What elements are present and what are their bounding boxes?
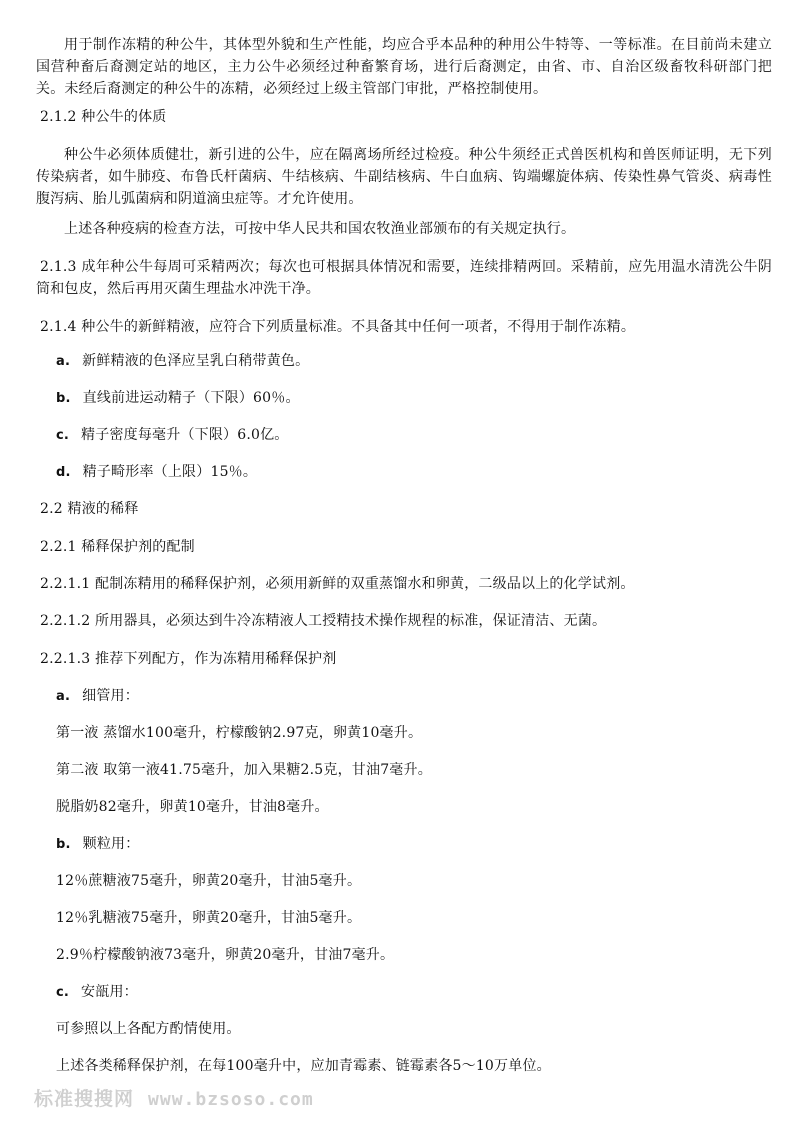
list-item-label: d. bbox=[56, 465, 71, 480]
formula-line: 脱脂奶82毫升，卵黄10毫升，甘油8毫升。 bbox=[56, 799, 329, 815]
list-item-label: b. bbox=[56, 391, 71, 406]
heading-2-1-2: 2.1.2 种公牛的体质 bbox=[40, 109, 167, 125]
paragraph-2-2-1-3: 2.2.1.3 推荐下列配方，作为冻精用稀释保护剂 bbox=[40, 651, 337, 667]
paragraph-2-1-3: 2.1.3 成年种公牛每周可采精两次；每次也可根据具体情况和需要，连续排精两回。采精前，应先用温水清洗公牛阴筒和包皮，然后再用灭菌生理盐水冲洗干净。 bbox=[36, 259, 772, 297]
list-item bbox=[56, 387, 300, 410]
paragraph-2-2-1-1: 2.2.1.1 配制冻精用的稀释保护剂，必须用新鲜的双重蒸馏水和卵黄，二级品以上的化学试剂。 bbox=[40, 576, 635, 592]
formula-line: 12％蔗糖液75毫升，卵黄20毫升，甘油5毫升。 bbox=[56, 873, 362, 889]
heading-2-2-1: 2.2.1 稀释保护剂的配制 bbox=[40, 539, 195, 555]
list-item-text: 直线前进运动精子（下限）60％。 bbox=[82, 390, 300, 406]
formula-c-label: c. bbox=[56, 985, 70, 1000]
list-item-text: 精子密度每毫升（下限）6.0亿。 bbox=[81, 427, 289, 443]
formula-b-label: b. bbox=[56, 837, 71, 852]
formula-b-heading bbox=[56, 833, 139, 856]
formula-line: 12％乳糖液75毫升，卵黄20毫升，甘油5毫升。 bbox=[56, 910, 362, 926]
formula-a-title: 细管用： bbox=[82, 688, 139, 704]
list-item bbox=[56, 424, 289, 447]
watermark-site-name: 标准搜搜网 bbox=[34, 1088, 135, 1110]
formula-line: 2.9％柠檬酸钠液73毫升，卵黄20毫升，甘油7毫升。 bbox=[56, 947, 395, 963]
formula-c-heading bbox=[56, 981, 138, 1004]
paragraph-inspection-method: 上述各种疫病的检查方法，可按中华人民共和国农牧渔业部颁布的有关规定执行。 bbox=[64, 221, 576, 237]
watermark-url: www.bzsoso.com bbox=[148, 1089, 314, 1110]
heading-2-2: 2.2 精液的稀释 bbox=[40, 501, 139, 517]
list-item-text: 新鲜精液的色泽应呈乳白稍带黄色。 bbox=[82, 353, 310, 369]
list-item bbox=[56, 461, 257, 484]
site-watermark bbox=[34, 1084, 314, 1111]
paragraph-antibiotic-note: 上述各类稀释保护剂，在每100毫升中，应加青霉素、链霉素各5～10万单位。 bbox=[56, 1058, 551, 1074]
formula-line: 可参照以上各配方酌情使用。 bbox=[56, 1021, 241, 1037]
list-item-label: c. bbox=[56, 428, 70, 443]
paragraph-2-2-1-2: 2.2.1.2 所用器具，必须达到牛冷冻精液人工授精技术操作规程的标准，保证清洁、无菌。 bbox=[40, 613, 607, 629]
list-item bbox=[56, 350, 309, 373]
formula-c-title: 安瓿用： bbox=[81, 984, 138, 1000]
list-item-text: 精子畸形率（上限）15％。 bbox=[82, 464, 258, 480]
formula-b-title: 颗粒用： bbox=[82, 836, 140, 852]
list-item-label: a. bbox=[56, 354, 71, 369]
paragraph-breeding-bull-standard: 用于制作冻精的种公牛，其体型外貌和生产性能，均应合乎本品种的种用公牛特等、一等标准。在目前尚未建立国营种畜后裔测定站的地区，主力公牛必须经过种畜繁育场，进行后裔测定，由省、市、自治区级畜牧科研部门把关。未经后裔测定的种公牛的冻精，必须经过上级主管部门审批，严格控制使用。 bbox=[36, 37, 772, 97]
formula-a-heading bbox=[56, 685, 139, 708]
formula-a-label: a. bbox=[56, 689, 71, 704]
paragraph-bull-health: 种公牛必须体质健壮，新引进的公牛，应在隔离场所经过检疫。种公牛须经正式兽医机构和兽医师证明，无下列传染病者，如牛肺疫、布鲁氏杆菌病、牛结核病、牛副结核病、牛白血病、钩端螺旋体病、传染性鼻气管炎、病毒性腹泻病、胎儿弧菌病和阴道滴虫症等。才允许使用。 bbox=[36, 147, 772, 207]
paragraph-2-1-4: 2.1.4 种公牛的新鲜精液，应符合下列质量标准。不具备其中任何一项者，不得用于制作冻精。 bbox=[40, 319, 636, 335]
formula-line: 第一液 蒸馏水100毫升，柠檬酸钠2.97克，卵黄10毫升。 bbox=[56, 725, 423, 741]
formula-line: 第二液 取第一液41.75毫升，加入果糖2.5克，甘油7毫升。 bbox=[56, 762, 432, 778]
